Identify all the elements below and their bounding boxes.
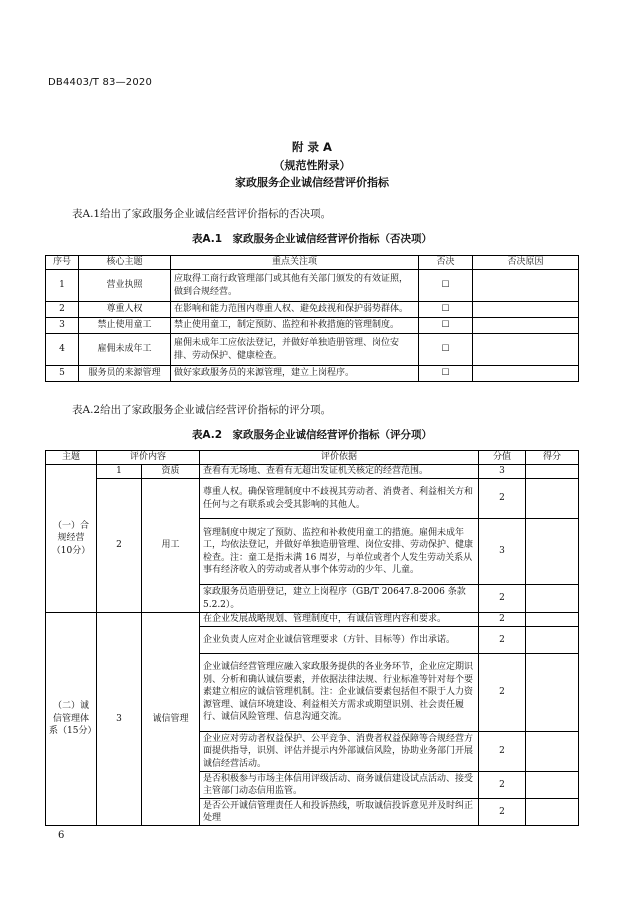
row-no: 5 bbox=[46, 366, 79, 382]
row-reason bbox=[473, 366, 579, 382]
item-got[interactable] bbox=[526, 654, 579, 732]
item-score: 3 bbox=[479, 519, 526, 585]
table-row bbox=[46, 366, 579, 382]
col-header-score: 分值 bbox=[479, 451, 526, 465]
row-reason bbox=[473, 270, 579, 302]
item-got[interactable] bbox=[526, 613, 579, 627]
row-topic: 禁止使用童工 bbox=[79, 318, 171, 334]
row-no: 4 bbox=[46, 334, 79, 366]
group-topic: （一）合规经营（10分） bbox=[46, 465, 97, 613]
veto-checkbox[interactable]: ☐ bbox=[419, 270, 473, 302]
col-header-no: 序号 bbox=[46, 256, 79, 270]
row-no: 1 bbox=[46, 270, 79, 302]
appendix-title: 附 录 A bbox=[292, 140, 332, 154]
item-got[interactable] bbox=[526, 772, 579, 799]
item-basis: 企业应对劳动者权益保护、公平竞争、消费者权益保障等合规经营方面提供指导，识别、评估并提示内外部诚信风险，协助业务部门开展诚信经营活动。 bbox=[200, 732, 479, 772]
row-reason bbox=[473, 334, 579, 366]
item-score: 3 bbox=[479, 465, 526, 479]
row-topic: 营业执照 bbox=[79, 270, 171, 302]
item-got[interactable] bbox=[526, 627, 579, 654]
row-focus: 雇佣未成年工应依法登记，并做好单独造册管理、岗位安排、劳动保护、健康检查。 bbox=[171, 334, 419, 366]
row-reason bbox=[473, 318, 579, 334]
item-score: 2 bbox=[479, 732, 526, 772]
veto-checkbox[interactable]: ☐ bbox=[419, 302, 473, 318]
table-header-row bbox=[46, 451, 579, 465]
row-focus: 禁止使用童工，制定预防、监控和补救措施的管理制度。 bbox=[171, 318, 419, 334]
col-header-focus: 重点关注项 bbox=[171, 256, 419, 270]
item-basis: 尊重人权。确保管理制度中不歧视其劳动者、消费者、利益相关方和任何与之有联系或会受其影响的其他人。 bbox=[200, 479, 479, 519]
col-header-basis: 评价依据 bbox=[200, 451, 479, 465]
item-score: 2 bbox=[479, 772, 526, 799]
row-no: 2 bbox=[46, 302, 79, 318]
item-basis: 管理制度中规定了预防、监控和补救使用童工的措施。雇佣未成年工，均依法登记，并做好单独造册管理、岗位安排、劳动保护、健康检查。注：童工是指未满 16 周岁，与单位或者个人发生劳动关系从事有经济收入的劳动或者从事个体劳动的少年、儿童。 bbox=[200, 519, 479, 585]
table-row bbox=[46, 270, 579, 302]
table1-caption: 表A.1 家政服务企业诚信经营评价指标（否决项） bbox=[191, 233, 433, 245]
item-score: 2 bbox=[479, 585, 526, 613]
veto-checkbox[interactable]: ☐ bbox=[419, 318, 473, 334]
item-score: 2 bbox=[479, 479, 526, 519]
item-basis: 在企业发展战略规划、管理制度中，有诚信管理内容和要求。 bbox=[200, 613, 479, 627]
row-topic: 尊重人权 bbox=[79, 302, 171, 318]
item-score: 2 bbox=[479, 654, 526, 732]
item-content: 诚信管理 bbox=[142, 613, 200, 826]
veto-checkbox[interactable]: ☐ bbox=[419, 334, 473, 366]
item-got[interactable] bbox=[526, 479, 579, 519]
item-basis: 企业负责人应对企业诚信管理要求（方针、目标等）作出承诺。 bbox=[200, 627, 479, 654]
item-no: 3 bbox=[97, 613, 142, 826]
item-content: 资质 bbox=[142, 465, 200, 479]
item-score: 2 bbox=[479, 799, 526, 826]
col-header-reason: 否决原因 bbox=[473, 256, 579, 270]
table-row bbox=[46, 302, 579, 318]
veto-checkbox[interactable]: ☐ bbox=[419, 366, 473, 382]
item-got[interactable] bbox=[526, 585, 579, 613]
item-basis: 查看有无场地、查看有无超出发证机关核定的经营范围。 bbox=[200, 465, 479, 479]
document-code: DB4403/T 83—2020 bbox=[48, 77, 153, 88]
table-header-row bbox=[46, 256, 579, 270]
row-no: 3 bbox=[46, 318, 79, 334]
table-row bbox=[46, 479, 579, 519]
item-basis: 家政服务员造册登记，建立上岗程序（GB/T 20647.8-2006 条款5.2.2）。 bbox=[200, 585, 479, 613]
row-topic: 雇佣未成年工 bbox=[79, 334, 171, 366]
item-got[interactable] bbox=[526, 799, 579, 826]
table2-caption: 表A.2 家政服务企业诚信经营评价指标（评分项） bbox=[191, 429, 433, 441]
col-header-content: 评价内容 bbox=[97, 451, 200, 465]
item-content: 用工 bbox=[142, 479, 200, 613]
table-row bbox=[46, 613, 579, 627]
item-basis: 是否积极参与市场主体信用评级活动、商务诚信建设试点活动、接受主管部门动态信用监管。 bbox=[200, 772, 479, 799]
col-header-veto: 否决 bbox=[419, 256, 473, 270]
col-header-topic: 核心主题 bbox=[79, 256, 171, 270]
score-table bbox=[45, 450, 579, 826]
row-focus: 做好家政服务员的来源管理，建立上岗程序。 bbox=[171, 366, 419, 382]
item-basis: 是否公开诚信管理责任人和投诉热线，听取诚信投诉意见并及时纠正处理 bbox=[200, 799, 479, 826]
appendix-subtitle: （规范性附录） bbox=[273, 159, 351, 172]
row-focus: 在影响和能力范围内尊重人权、避免歧视和保护弱势群体。 bbox=[171, 302, 419, 318]
table-row bbox=[46, 465, 579, 479]
item-basis: 企业诚信经营管理应融入家政服务提供的各业务环节，企业应定期识别、分析和确认诚信要素，并依据法律法规、行业标准等针对每个要素建立相应的诚信管理机制。注：企业诚信要素包括但不限于人力资源管理、诚信环境建设、利益相关方需求或期望识别、社会责任履行、诚信风险管理、信息沟通交流。 bbox=[200, 654, 479, 732]
table1-intro: 表A.1给出了家政服务企业诚信经营评价指标的否决项。 bbox=[72, 208, 332, 220]
item-got[interactable] bbox=[526, 465, 579, 479]
table-row bbox=[46, 334, 579, 366]
row-topic: 服务员的来源管理 bbox=[79, 366, 171, 382]
page-number: 6 bbox=[58, 830, 65, 841]
item-score: 2 bbox=[479, 627, 526, 654]
item-score: 2 bbox=[479, 613, 526, 627]
col-header-topic: 主题 bbox=[46, 451, 97, 465]
table2-intro: 表A.2给出了家政服务企业诚信经营评价指标的评分项。 bbox=[72, 404, 332, 416]
item-no: 2 bbox=[97, 479, 142, 613]
row-focus: 应取得工商行政管理部门或其他有关部门颁发的有效证照，做到合规经营。 bbox=[171, 270, 419, 302]
group-topic: （二）诚信管理体系（15分） bbox=[46, 613, 97, 826]
veto-table bbox=[45, 255, 579, 382]
appendix-name: 家政服务企业诚信经营评价指标 bbox=[235, 176, 389, 189]
table-row bbox=[46, 318, 579, 334]
row-reason bbox=[473, 302, 579, 318]
col-header-got: 得分 bbox=[526, 451, 579, 465]
item-got[interactable] bbox=[526, 732, 579, 772]
item-no: 1 bbox=[97, 465, 142, 479]
item-got[interactable] bbox=[526, 519, 579, 585]
